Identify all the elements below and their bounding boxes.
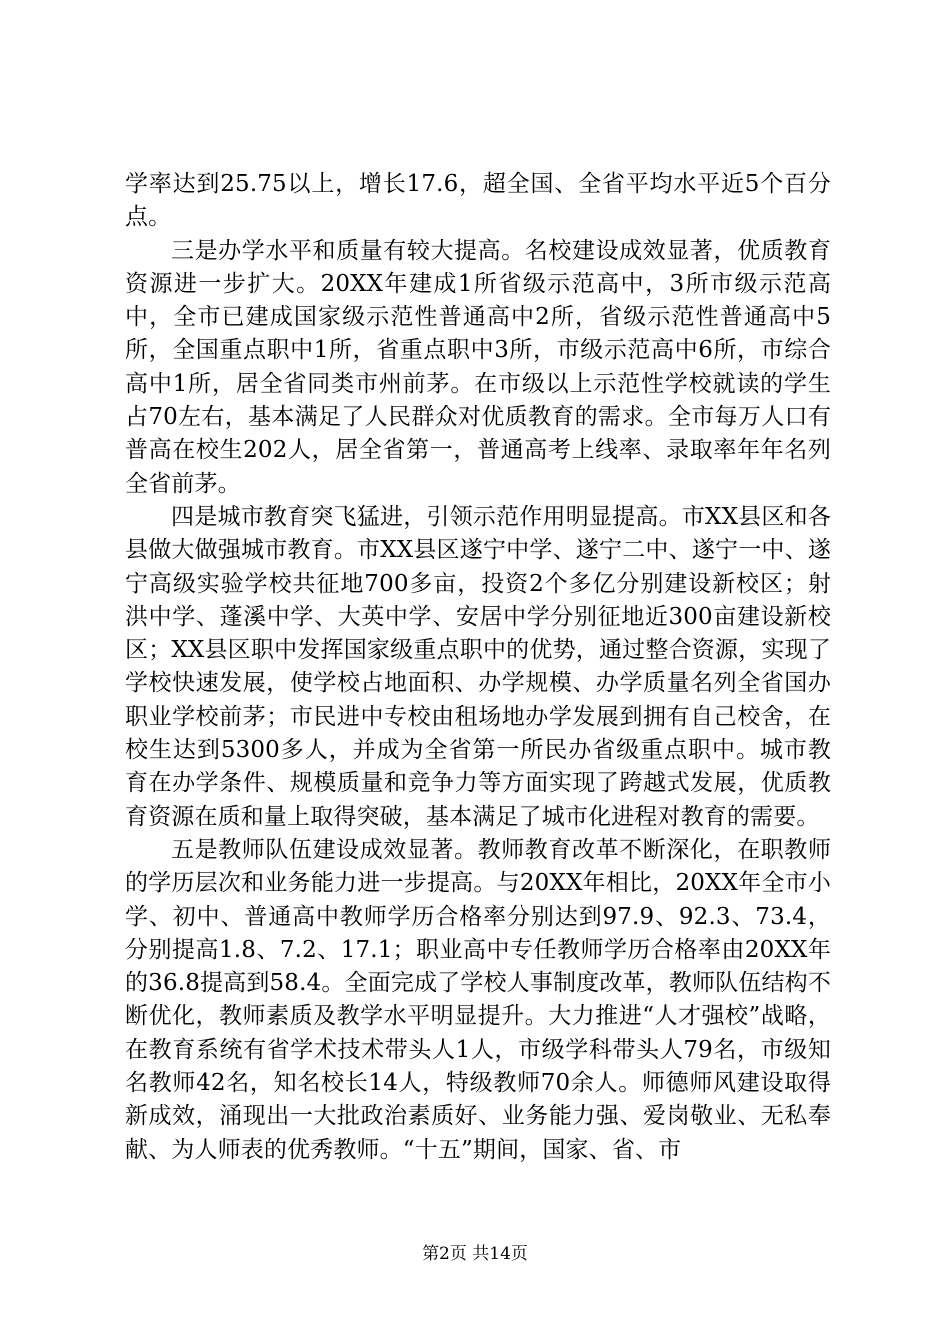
page-footer xyxy=(0,1243,950,1265)
page-number: 第2页 共14页 xyxy=(422,1244,528,1264)
paragraph-3: 四是城市教育突飞猛进，引领示范作用明显提高。市XX县区和各县做大做强城市教育。市XX县区遂宁中学、遂宁二中、遂宁一中、遂宁高级实验学校共征地700多亩，投资2个多亿分别建设新校区；射洪中学、蓬溪中学、大英中学、安居中学分别征地近300亩建设新校区；XX县区职中发挥国家级重点职中的优势，通过整合资源，实现了学校快速发展，使学校占地面积、办学规模、办学质量名列全省国办职业学校前茅；市民进中专校由租场地办学发展到拥有自己校舍，在校生达到5300多人，并成为全省第一所民办省级重点职中。城市教育在办学条件、规模质量和竞争力等方面实现了跨越式发展，优质教育资源在质和量上取得突破，基本满足了城市化进程对教育的需要。 xyxy=(125,503,831,830)
paragraph-4: 五是教师队伍建设成效显著。教师教育改革不断深化，在职教师的学历层次和业务能力进一步提高。与20XX年相比，20XX年全市小学、初中、普通高中教师学历合格率分别达到97.9、92.3、73.4，分别提高1.8、7.2、17.1；职业高中专任教师学历合格率由20XX年的36.8提高到58.4。全面完成了学校人事制度改革，教师队伍结构不断优化，教师素质及教学水平明显提升。大力推进“人才强校”战略，在教育系统有省学术技术带头人1人，市级学科带头人79名，市级知名教师42名，知名校长14人，特级教师70余人。师德师风建设取得新成效，涌现出一大批政治素质好、业务能力强、爱岗敬业、无私奉献、为人师表的优秀教师。“十五”期间，国家、省、市 xyxy=(125,836,831,1163)
paragraph-2: 三是办学水平和质量有较大提高。名校建设成效显著，优质教育资源进一步扩大。20XX年建成1所省级示范高中，3所市级示范高中，全市已建成国家级示范性普通高中2所，省级示范性普通高中5所，全国重点职中1所，省重点职中3所，市级示范高中6所，市综合高中1所，居全省同类市州前茅。在市级以上示范性学校就读的学生占70左右，基本满足了人民群众对优质教育的需求。全市每万人口有普高在校生202人，居全省第一，普通高考上线率、录取率年年名列全省前茅。 xyxy=(125,237,831,497)
document-body xyxy=(125,168,831,1167)
paragraph-1: 学率达到25.75以上，增长17.6，超全国、全省平均水平近5个百分点。 xyxy=(125,171,831,231)
